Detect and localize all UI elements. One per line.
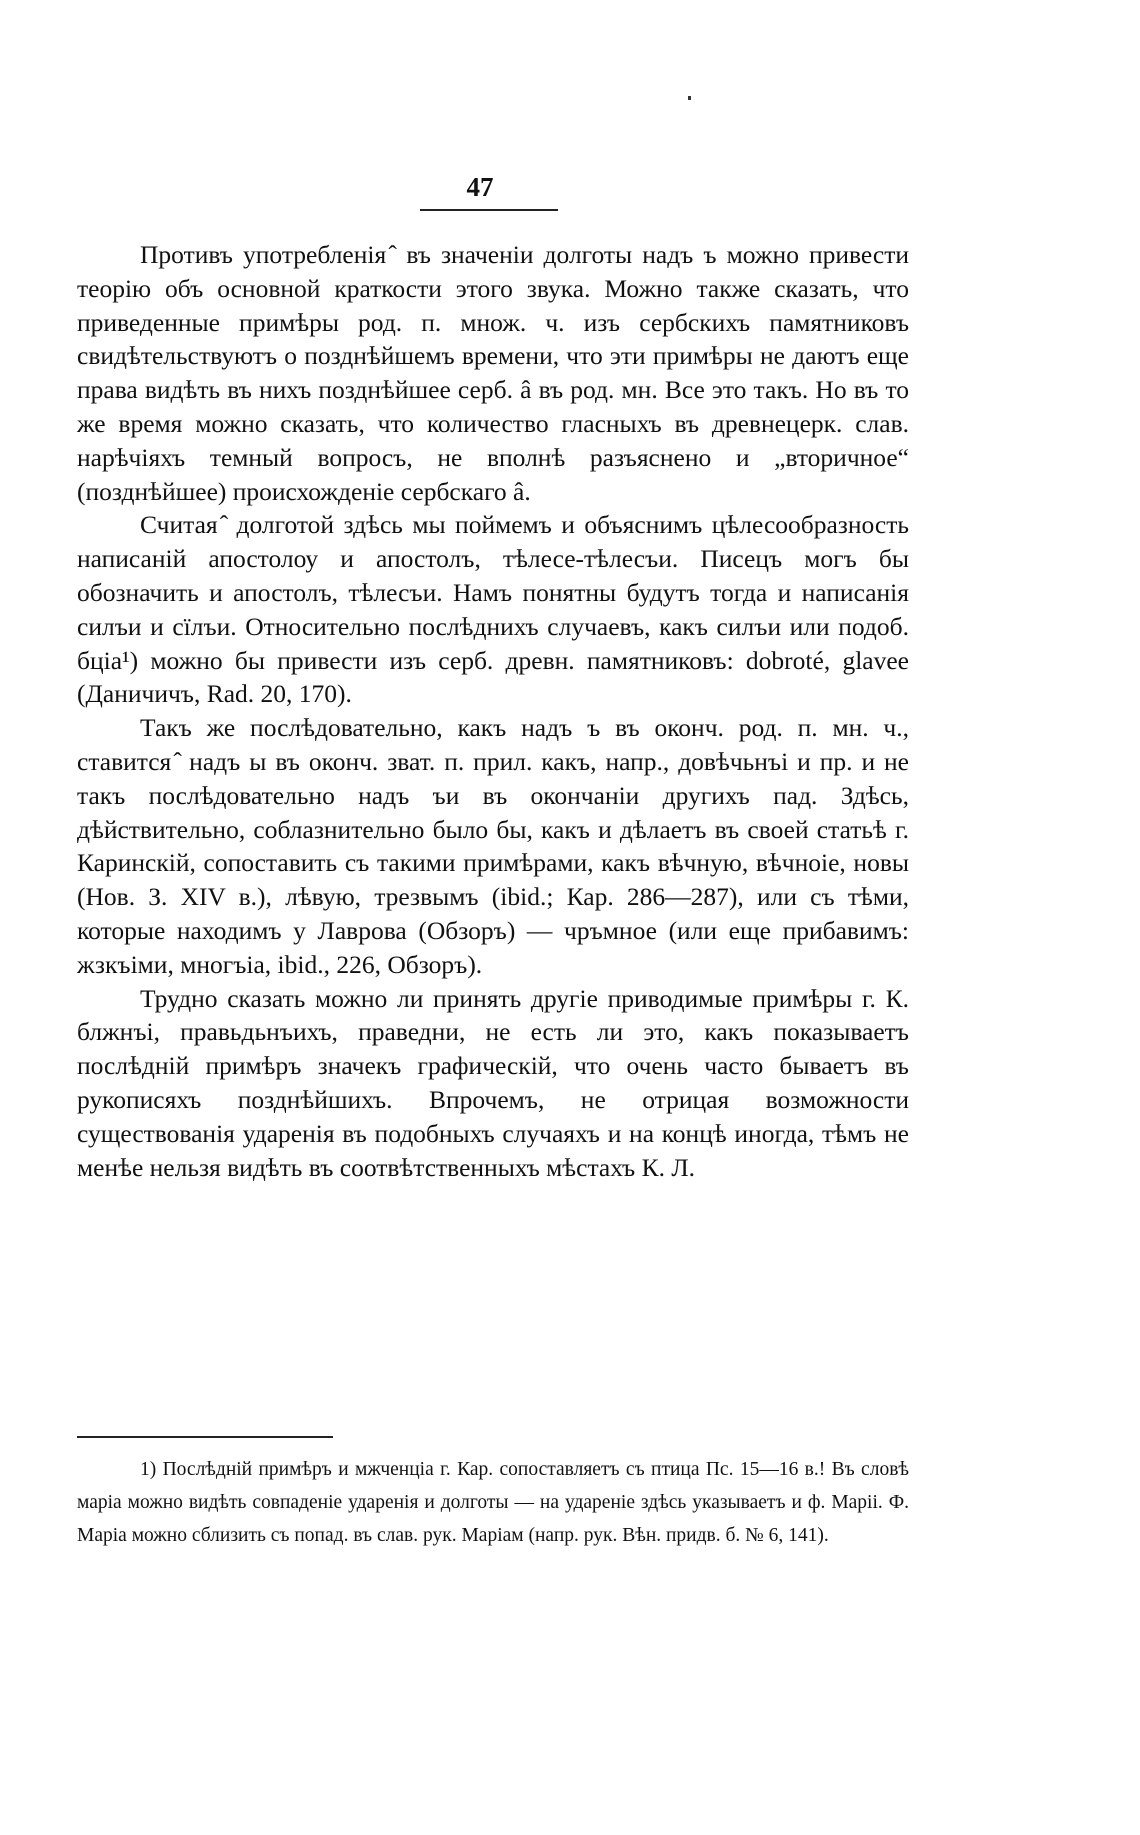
paragraph: Считая ̂ долготой здѣсь мы поймемъ и объяснимъ цѣлесообразность написаній апостолоу и апостолъ, тѣлесе-тѣлесъи. Писецъ могъ бы обозначить и апостолъ, тѣлесъи. Намъ понятны будутъ тогда и написанія силъи и сїлъи. Относительно послѣднихъ случаевъ, какъ силъи или подоб. бціа¹) можно бы привести изъ серб. древн. памятниковъ: dobroté, glavee (Даничичъ, Rad. 20, 170).	[77, 510, 909, 709]
print-speck	[688, 96, 691, 100]
footnote-text: 1) Послѣдній примѣръ и мжченціа г. Кар. сопоставляетъ съ птица Пс. 15—16 в.! Въ словѣ маріа можно видѣть совпаденіе ударенія и долготы — на удареніе здѣсь указываетъ и ф. Маріі. Ф. Марiа можно сблизить съ попад. въ слав. рук. Маріам (напр. рук. Вѣн. придв. б. № 6, 141).	[77, 1459, 909, 1546]
page-number: 47	[466, 172, 494, 202]
paragraph: Такъ же послѣдовательно, какъ надъ ъ въ оконч. род. п. мн. ч., ставится ̂ надъ ы въ оконч. зват. п. прил. какъ, напр., довѣчьнъі и пр. и не такъ послѣдовательно надъ ъи въ окончаніи другихъ пад. Здѣсь, дѣйствительно, соблазнительно было бы, какъ и дѣлаетъ въ своей статьѣ г. Каринскій, сопоставить съ такими примѣрами, какъ вѣчную, вѣчноіе, новы (Нов. З. XIV в.), лѣвую, трезвымъ (ibid.; Кар. 286—287), или съ тѣми, которые находимъ у Лаврова (Обзоръ) — чръмное (или еще прибавимъ: жзкъіми, многъіа, ibid., 226, Обзоръ).	[77, 713, 909, 979]
footnote	[77, 1453, 909, 1552]
page-number-rule	[420, 209, 558, 211]
main-text	[77, 238, 909, 1184]
paragraph: Противъ употребленія ̂ въ значеніи долготы надъ ъ можно привести теорію объ основной краткости этого звука. Можно также сказать, что приведенные примѣры род. п. множ. ч. изъ сербскихъ памятниковъ свидѣтельствуютъ о позднѣйшемъ времени, что эти примѣры не даютъ еще права видѣть въ нихъ позднѣйшее серб. â въ род. мн. Все это такъ. Но въ то же время можно сказать, что количество гласныхъ въ древнецерк. слав. нарѣчіяхъ темный вопросъ, не вполнѣ разъяснено и „вторичное“ (позднѣйшее) происхожденіе сербскаго â.	[77, 240, 909, 506]
footnote-divider	[77, 1436, 333, 1438]
paragraph: Трудно сказать можно ли принять другіе приводимые примѣры г. К. блжнъі, правьдьнъихъ, праведни, не есть ли это, какъ показываетъ послѣдній примѣръ значекъ графическій, что очень часто бываетъ въ рукописяхъ позднѣйшихъ. Впрочемъ, не отрицая возможности существованія ударенія въ подобныхъ случаяхъ и на концѣ иногда, тѣмъ не менѣе нельзя видѣть въ соотвѣтственныхъ мѣстахъ К. Л.	[77, 983, 909, 1182]
